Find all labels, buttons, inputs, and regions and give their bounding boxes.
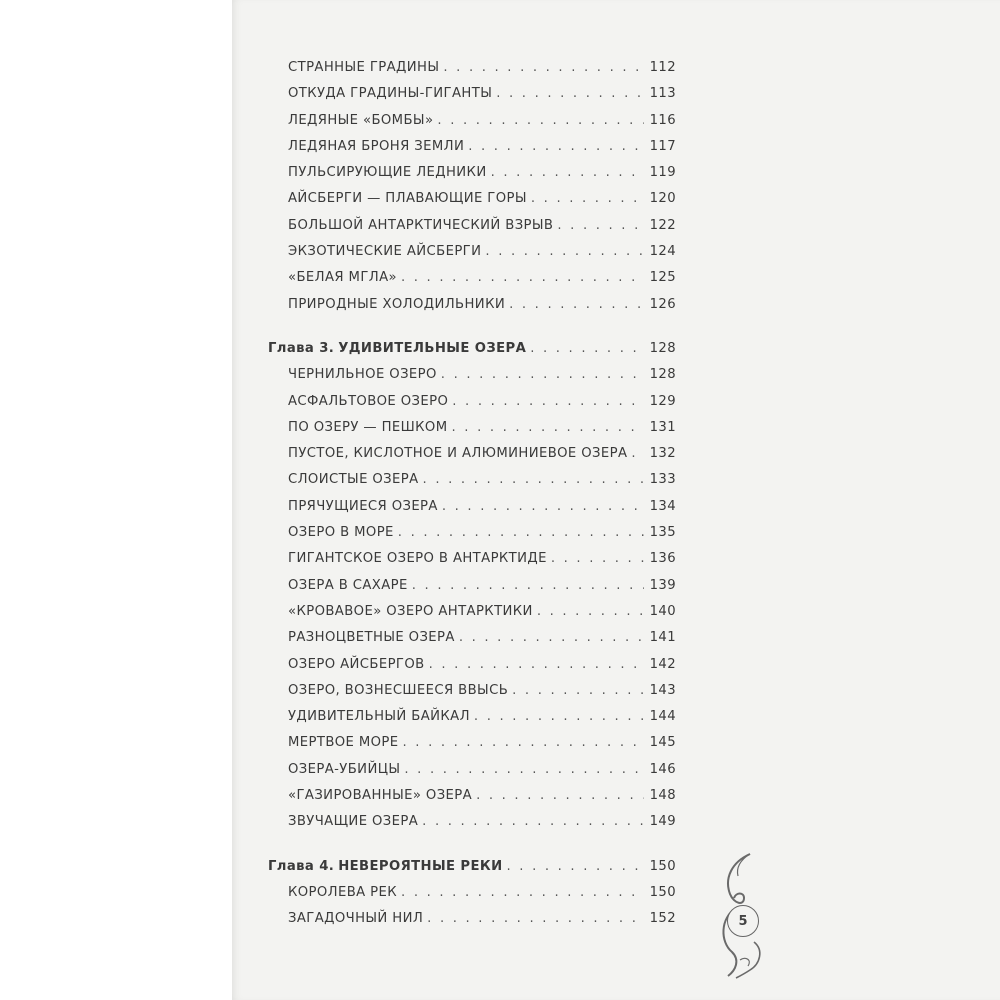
toc-entry-row xyxy=(268,499,676,525)
toc-title-text: ЛЕДЯНЫЕ «БОМБЫ» xyxy=(288,112,434,128)
toc-title-text: ЭКЗОТИЧЕСКИЕ АЙСБЕРГИ xyxy=(288,244,482,260)
toc-title-text: ОЗЕРО В МОРЕ xyxy=(288,525,394,541)
dot-leader xyxy=(509,297,644,312)
toc-title-text: «ГАЗИРОВАННЫЕ» ОЗЕРА xyxy=(288,788,473,804)
toc-chapter-row xyxy=(268,859,676,885)
toc-title xyxy=(288,735,399,750)
dot-leader xyxy=(530,341,644,356)
toc-page-number: 143 xyxy=(649,682,676,698)
dot-leader xyxy=(403,735,644,750)
toc-entry-row xyxy=(268,113,676,139)
toc-title-text: ЧЕРНИЛЬНОЕ ОЗЕРО xyxy=(288,367,437,383)
dot-leader xyxy=(423,472,644,487)
dot-leader xyxy=(474,709,644,724)
toc-title xyxy=(288,525,394,540)
toc-title-text: ПО ОЗЕРУ — ПЕШКОМ xyxy=(288,419,448,435)
toc-title xyxy=(288,270,397,285)
toc-page-number: 129 xyxy=(649,393,676,409)
toc-entry-row xyxy=(268,446,676,472)
toc-title xyxy=(288,367,437,382)
toc-page-number: 150 xyxy=(649,858,676,874)
toc-title xyxy=(288,885,397,900)
toc-title-text: ОЗЕРО, ВОЗНЕСШЕЕСЯ ВВЫСЬ xyxy=(288,682,509,698)
page-number: 5 xyxy=(727,905,759,937)
toc-page-number: 142 xyxy=(649,656,676,672)
dot-leader xyxy=(452,394,644,409)
toc-title xyxy=(288,814,418,829)
dot-leader xyxy=(404,762,644,777)
toc-title-text: ПРИРОДНЫЕ ХОЛОДИЛЬНИКИ xyxy=(288,296,506,312)
toc-title-text: ЗВУЧАЩИЕ ОЗЕРА xyxy=(288,814,419,830)
dot-leader xyxy=(443,60,644,75)
toc-page-number: 144 xyxy=(649,709,676,725)
toc-title-text: СЛОИСТЫЕ ОЗЕРА xyxy=(288,472,419,488)
toc-title xyxy=(288,139,464,154)
toc-page-number: 133 xyxy=(649,472,676,488)
dot-leader xyxy=(496,86,644,101)
toc-entry-row xyxy=(268,367,676,393)
toc-title-text: МЕРТВОЕ МОРЕ xyxy=(288,735,399,751)
toc-page-number: 136 xyxy=(649,551,676,567)
toc-chapter-row xyxy=(268,341,676,367)
toc-title xyxy=(288,551,547,566)
toc-title xyxy=(288,244,481,259)
toc-title-text: РАЗНОЦВЕТНЫЕ ОЗЕРА xyxy=(288,630,455,646)
toc-page-number: 122 xyxy=(649,217,676,233)
toc-title-text: ГИГАНТСКОЕ ОЗЕРО В АНТАРКТИДЕ xyxy=(288,551,547,567)
toc-title xyxy=(268,341,526,356)
toc-title xyxy=(288,86,492,101)
dot-leader xyxy=(452,420,645,435)
toc-title xyxy=(288,165,487,180)
toc-page-number: 145 xyxy=(649,735,676,751)
toc-entry-row xyxy=(268,885,676,911)
dot-leader xyxy=(422,814,644,829)
toc-title xyxy=(288,709,470,724)
dot-leader xyxy=(531,191,644,206)
toc-entry-row xyxy=(268,297,676,323)
dot-leader xyxy=(537,604,644,619)
toc-page-number: 128 xyxy=(649,340,676,356)
toc-page-number: 124 xyxy=(649,244,676,260)
toc-title-text: УДИВИТЕЛЬНЫЙ БАЙКАЛ xyxy=(288,709,470,725)
toc-page-number: 117 xyxy=(649,138,676,154)
toc-title-text: АСФАЛЬТОВОЕ ОЗЕРО xyxy=(288,393,449,409)
toc-entry-row xyxy=(268,578,676,604)
dot-leader xyxy=(631,446,644,461)
toc-page-number: 119 xyxy=(649,165,676,181)
toc-entry-row xyxy=(268,525,676,551)
toc-page-number: 112 xyxy=(649,60,676,75)
dot-leader xyxy=(429,657,644,672)
chapter-prefix: Глава 4. xyxy=(268,858,335,874)
toc-title-text: УДИВИТЕЛЬНЫЕ ОЗЕРА xyxy=(338,340,527,356)
dot-leader xyxy=(459,630,644,645)
toc-title-text: «КРОВАВОЕ» ОЗЕРО АНТАРКТИКИ xyxy=(288,603,533,619)
dot-leader xyxy=(398,525,644,540)
dot-leader xyxy=(412,578,644,593)
toc-page-number: 126 xyxy=(649,296,676,312)
toc-entry-row xyxy=(268,911,676,937)
toc-entry-row xyxy=(268,420,676,446)
toc-title xyxy=(288,788,472,803)
toc-entry-row xyxy=(268,604,676,630)
dot-leader xyxy=(485,244,644,259)
toc-title-text: ПУЛЬСИРУЮЩИЕ ЛЕДНИКИ xyxy=(288,165,487,181)
toc-title xyxy=(288,578,408,593)
toc-page-number: 125 xyxy=(649,270,676,286)
toc-page-number: 146 xyxy=(649,761,676,777)
dot-leader xyxy=(441,367,644,382)
toc-title-text: ОТКУДА ГРАДИНЫ-ГИГАНТЫ xyxy=(288,86,493,102)
toc-page-number: 131 xyxy=(649,419,676,435)
dot-leader xyxy=(507,859,644,874)
left-margin xyxy=(0,0,232,1000)
toc-title xyxy=(288,683,508,698)
toc-title-text: ЛЕДЯНАЯ БРОНЯ ЗЕМЛИ xyxy=(288,138,465,154)
toc-title-text: БОЛЬШОЙ АНТАРКТИЧЕСКИЙ ВЗРЫВ xyxy=(288,217,554,233)
toc-page-number: 132 xyxy=(649,446,676,462)
toc-page-number: 128 xyxy=(649,367,676,383)
toc-title xyxy=(288,657,425,672)
toc-page-number: 135 xyxy=(649,525,676,541)
toc-title xyxy=(288,297,505,312)
dot-leader xyxy=(551,551,644,566)
dot-leader xyxy=(401,270,644,285)
dot-leader xyxy=(437,113,644,128)
toc-title xyxy=(288,113,433,128)
toc-title xyxy=(288,218,553,233)
toc-page-number: 140 xyxy=(649,603,676,619)
toc-title xyxy=(288,911,423,926)
dot-leader xyxy=(512,683,644,698)
toc-page-number: 134 xyxy=(649,498,676,514)
toc-entry-row xyxy=(268,657,676,683)
toc-title xyxy=(288,472,419,487)
toc-title xyxy=(288,604,533,619)
toc-title xyxy=(288,60,439,75)
toc-entry-row xyxy=(268,735,676,761)
toc-title xyxy=(268,859,503,874)
toc-title xyxy=(288,762,400,777)
toc-entry-row xyxy=(268,788,676,814)
toc-title-text: ОЗЕРО АЙСБЕРГОВ xyxy=(288,656,425,672)
toc-title-text: СТРАННЫЕ ГРАДИНЫ xyxy=(288,60,440,75)
dot-leader xyxy=(442,499,644,514)
toc-entry-row xyxy=(268,551,676,577)
table-of-contents xyxy=(268,60,676,938)
toc-entry-row xyxy=(268,394,676,420)
toc-entry-row xyxy=(268,86,676,112)
dot-leader xyxy=(557,218,644,233)
toc-entry-row xyxy=(268,139,676,165)
toc-entry-row xyxy=(268,244,676,270)
chapter-prefix: Глава 3. xyxy=(268,340,335,356)
toc-page-number: 149 xyxy=(649,814,676,830)
toc-title-text: ОЗЕРА В САХАРЕ xyxy=(288,577,408,593)
toc-title-text: «БЕЛАЯ МГЛА» xyxy=(288,270,397,286)
toc-title-text: ПУСТОЕ, КИСЛОТНОЕ И АЛЮМИНИЕВОЕ ОЗЕРА xyxy=(288,446,628,462)
toc-entry-row xyxy=(268,472,676,498)
toc-title-text: НЕВЕРОЯТНЫЕ РЕКИ xyxy=(338,858,503,874)
toc-page-number: 113 xyxy=(649,86,676,102)
dot-leader xyxy=(491,165,644,180)
toc-entry-row xyxy=(268,270,676,296)
toc-page-number: 148 xyxy=(649,788,676,804)
toc-page-number: 120 xyxy=(649,191,676,207)
toc-entry-row xyxy=(268,709,676,735)
toc-page-number: 152 xyxy=(649,911,676,927)
dot-leader xyxy=(401,885,644,900)
toc-entry-row xyxy=(268,165,676,191)
toc-page-number: 141 xyxy=(649,630,676,646)
toc-title xyxy=(288,191,527,206)
toc-entry-row xyxy=(268,762,676,788)
toc-page-number: 139 xyxy=(649,577,676,593)
toc-entry-row xyxy=(268,218,676,244)
dot-leader xyxy=(476,788,644,803)
toc-entry-row xyxy=(268,814,676,840)
toc-title xyxy=(288,499,438,514)
toc-title-text: ЗАГАДОЧНЫЙ НИЛ xyxy=(288,911,424,927)
toc-entry-row xyxy=(268,630,676,656)
toc-entry-row xyxy=(268,60,676,86)
toc-title-text: КОРОЛЕВА РЕК xyxy=(288,884,398,900)
dot-leader xyxy=(468,139,644,154)
toc-entry-row xyxy=(268,683,676,709)
toc-page-number: 116 xyxy=(649,112,676,128)
toc-title xyxy=(288,420,448,435)
toc-title-text: АЙСБЕРГИ — ПЛАВАЮЩИЕ ГОРЫ xyxy=(288,191,527,207)
toc-title xyxy=(288,630,455,645)
toc-page-number: 150 xyxy=(649,884,676,900)
toc-title-text: ОЗЕРА-УБИЙЦЫ xyxy=(288,761,401,777)
toc-title-text: ПРЯЧУЩИЕСЯ ОЗЕРА xyxy=(288,498,438,514)
toc-title xyxy=(288,394,448,409)
toc-entry-row xyxy=(268,191,676,217)
toc-title xyxy=(288,446,627,461)
dot-leader xyxy=(427,911,644,926)
